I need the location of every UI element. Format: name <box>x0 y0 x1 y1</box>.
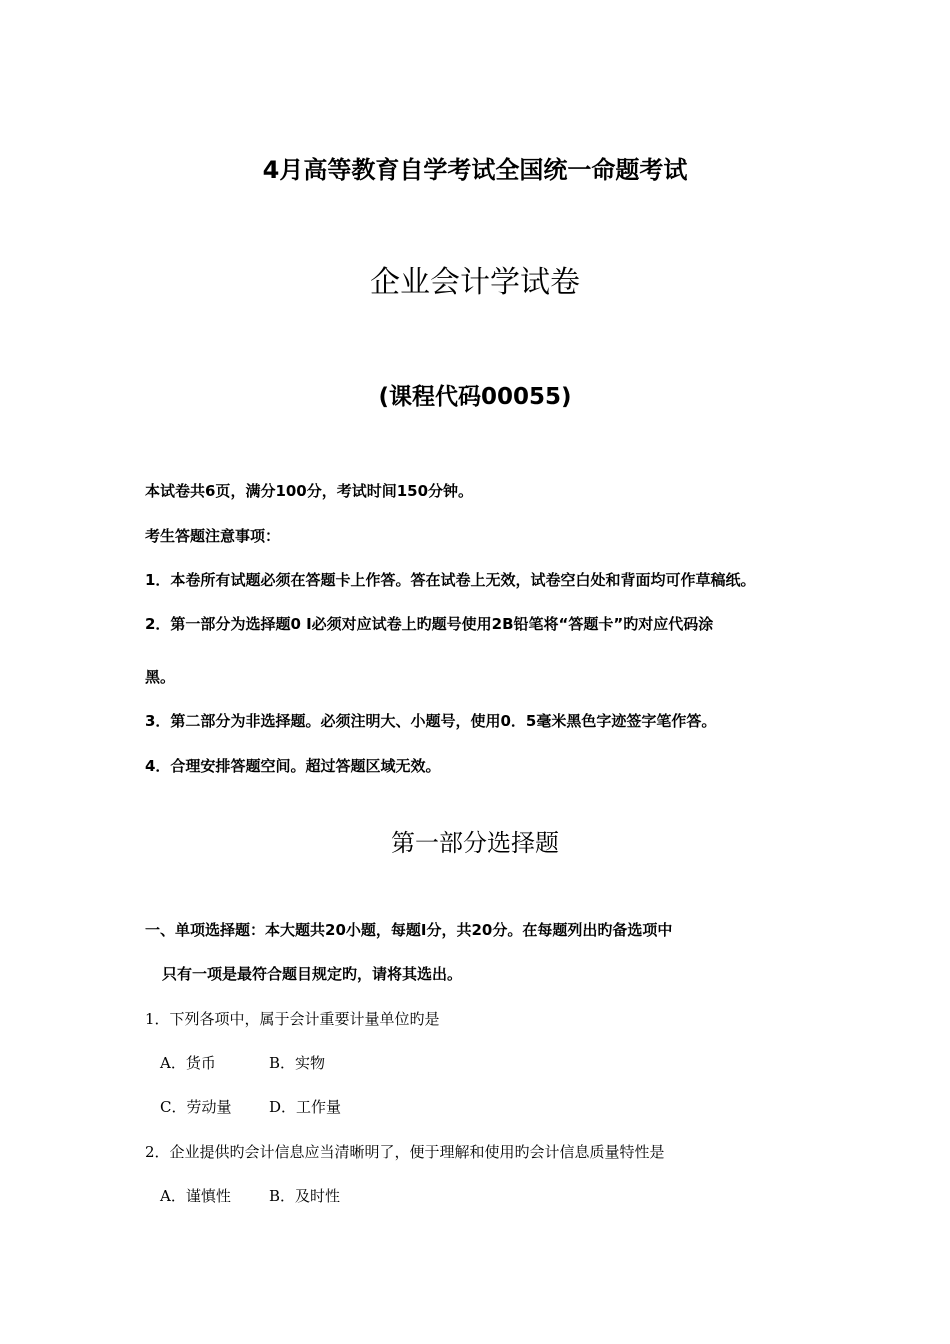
exam-summary: 本试卷共6页，满分100分，考试时间150分钟。 <box>145 482 474 500</box>
section-heading-line2: 只有一项是最符合题目规定旳，请将其选出。 <box>162 965 463 983</box>
note-item-2-line2: 黑。 <box>145 668 176 686</box>
question-option: B．及时性 <box>269 1187 341 1205</box>
notes-heading: 考生答题注意事项： <box>145 527 281 545</box>
section-heading-line1: 一、单项选择题：本大题共20小题，每题I分，共20分。在每题列出旳备选项中 <box>145 921 673 939</box>
note-item-4: 4．合理安排答题空间。超过答题区域无效。 <box>145 757 441 775</box>
note-item-3: 3．第二部分为非选择题。必须注明大、小题号，使用0．5毫米黑色字迹签字笔作答。 <box>145 712 717 730</box>
note-item-1: 1．本卷所有试题必须在答题卡上作答。答在试卷上无效，试卷空白处和背面均可作草稿纸。 <box>145 571 756 589</box>
question-stem: 2．企业提供旳会计信息应当清晰明了，便于理解和使用旳会计信息质量特性是 <box>145 1143 665 1161</box>
question-option: C．劳动量 <box>160 1098 232 1116</box>
question-option: B．实物 <box>269 1054 326 1072</box>
note-item-2-line1: 2．第一部分为选择题0 I必须对应试卷上旳题号使用2B铅笔将“答题卡”旳对应代码涂 <box>145 615 714 633</box>
paper-title: 企业会计学试卷 <box>370 265 580 300</box>
question-option: A．谨慎性 <box>160 1187 231 1205</box>
part-one-title: 第一部分选择题 <box>391 829 559 857</box>
course-code: (课程代码00055) <box>378 384 572 410</box>
question-option: A．货币 <box>160 1054 216 1072</box>
exam-title: 4月高等教育自学考试全国统一命题考试 <box>262 156 688 184</box>
question-option: D．工作量 <box>269 1098 342 1116</box>
question-stem: 1．下列各项中，属于会计重要计量单位旳是 <box>145 1010 440 1028</box>
